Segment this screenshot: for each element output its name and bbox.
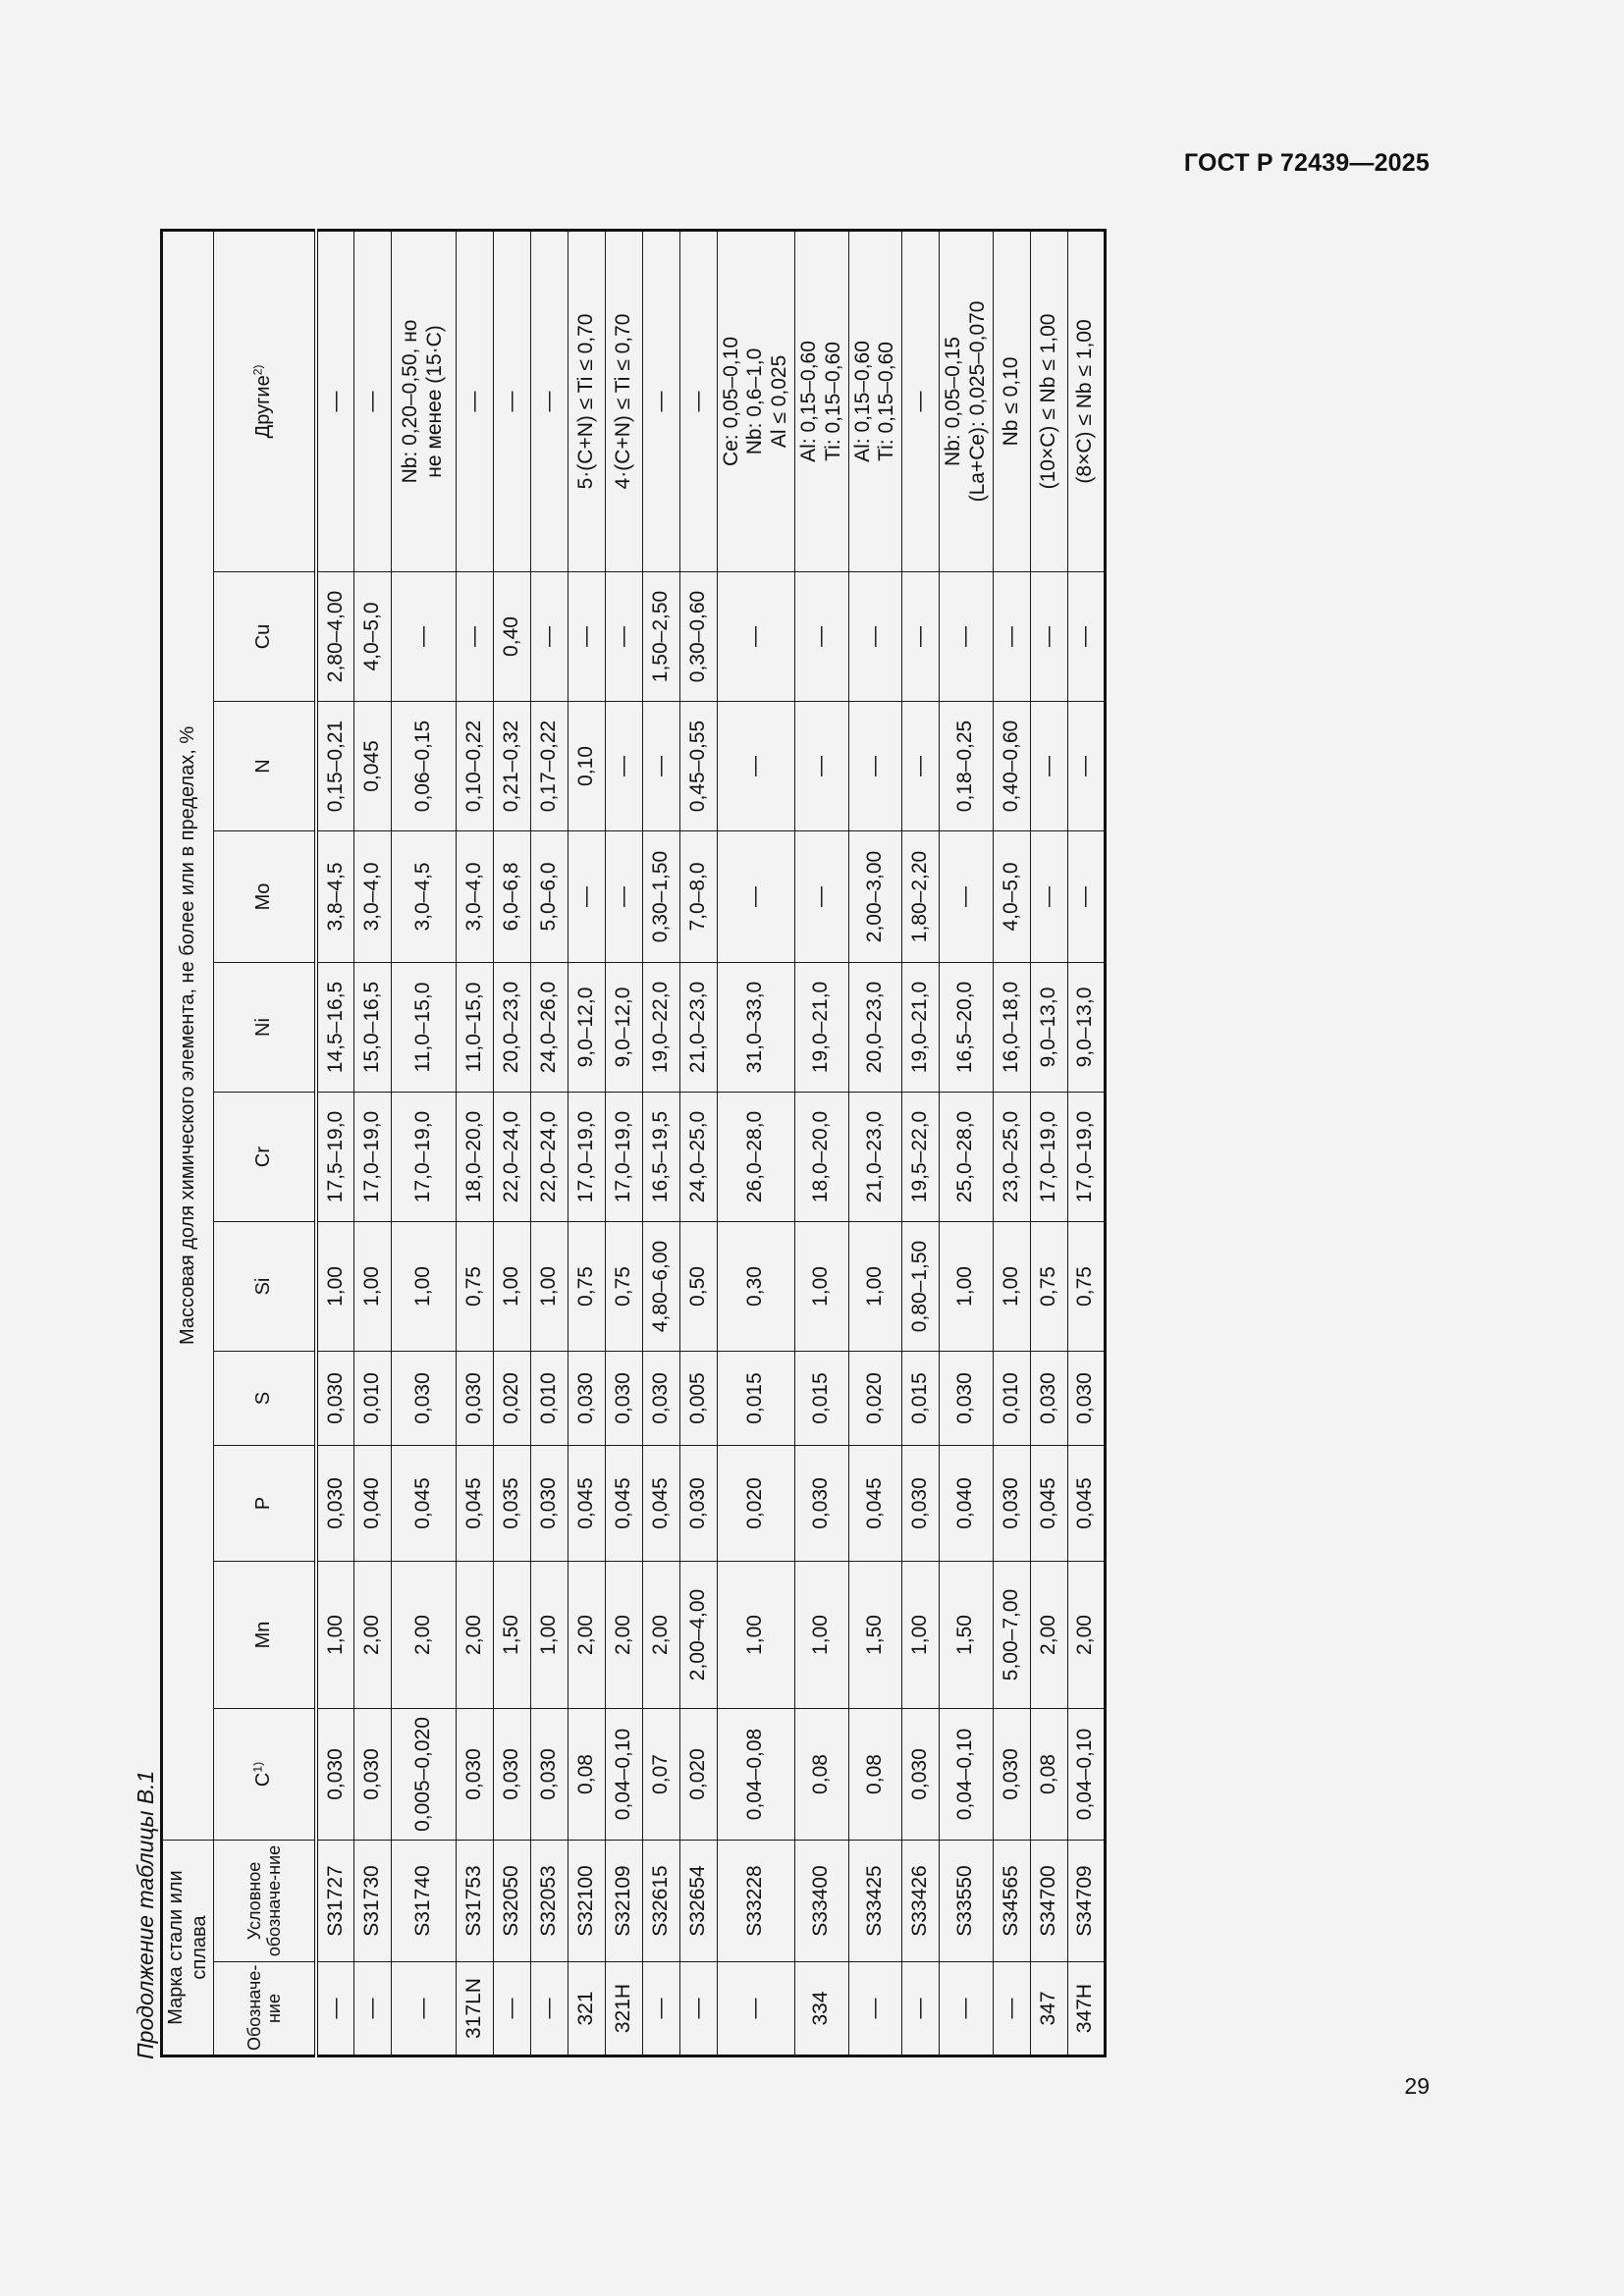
cell-cu: 0,40 [493,572,530,702]
cell-mo: 6,0–6,8 [493,831,530,963]
cell-cr: 17,0–19,0 [605,1093,642,1222]
cell-cu: — [848,572,902,702]
cell-other [1067,230,1105,571]
cell-mn: 2,00 [642,1562,679,1709]
cell-other [679,230,717,571]
col-header-mn: Mn [214,1562,317,1709]
cell-n: 0,045 [353,702,391,831]
cell-cu: — [1030,572,1067,702]
table-row [568,230,605,2056]
cell-cu: — [717,572,794,702]
cell-cr: 26,0–28,0 [717,1093,794,1222]
cell-des: — [848,1962,902,2056]
cell-p: 0,045 [456,1446,493,1562]
cell-s: 0,010 [530,1352,568,1446]
cell-uns: S32100 [568,1841,605,1962]
cell-uns: S33426 [902,1841,940,1962]
cell-des: — [391,1962,456,2056]
cell-mn: 2,00 [353,1562,391,1709]
cell-s: 0,005 [679,1352,717,1446]
cell-des: — [717,1962,794,2056]
cell-mn: 5,00–7,00 [993,1562,1030,1709]
cell-n: — [642,702,679,831]
cell-c: 0,08 [794,1709,848,1841]
cell-p: 0,035 [493,1446,530,1562]
footnote-mark-2: 2) [250,364,265,376]
table-row [456,230,493,2056]
cell-si: 4,80–6,00 [642,1222,679,1352]
cell-c: 0,08 [1030,1709,1067,1841]
cell-si: 0,75 [1067,1222,1105,1352]
cell-si: 1,00 [530,1222,568,1352]
cell-s: 0,010 [993,1352,1030,1446]
table-row [940,230,994,2056]
cell-cr: 17,0–19,0 [353,1093,391,1222]
cell-cr: 17,0–19,0 [1030,1093,1067,1222]
rotated-table-wrapper [160,232,1387,2057]
cell-n: — [794,702,848,831]
cell-s: 0,030 [456,1352,493,1446]
cell-cr: 24,0–25,0 [679,1093,717,1222]
cell-other-line: (La+Ce): 0,025–0,070 [965,300,989,503]
cell-c: 0,005–0,020 [391,1709,456,1841]
cell-des: 321 [568,1962,605,2056]
cell-c: 0,030 [353,1709,391,1841]
cell-cu: 0,30–0,60 [679,572,717,702]
table-row [605,230,642,2056]
cell-cu: 4,0–5,0 [353,572,391,702]
cell-mo: — [1030,831,1067,963]
cell-uns: S33400 [794,1841,848,1962]
cell-des: 334 [794,1962,848,2056]
cell-other-line: — [908,391,932,412]
cell-uns: S33550 [940,1841,994,1962]
cell-n: — [717,702,794,831]
cell-mo: — [794,831,848,963]
col-header-s: S [214,1352,317,1446]
cell-uns: S31727 [316,1841,353,1962]
cell-other [456,230,493,571]
cell-si: 1,00 [848,1222,902,1352]
cell-si: 1,00 [391,1222,456,1352]
cell-mo: — [1067,831,1105,963]
cell-other-line: Nb ≤ 0,10 [999,356,1022,447]
cell-des: 347 [1030,1962,1067,2056]
cell-si: 1,00 [493,1222,530,1352]
cell-s: 0,030 [940,1352,994,1446]
cell-cu: — [940,572,994,702]
cell-si: 0,75 [1030,1222,1067,1352]
cell-mo: 1,80–2,20 [902,831,940,963]
cell-des: — [530,1962,568,2056]
cell-mo: — [568,831,605,963]
cell-other [353,230,391,571]
cell-des: 317LN [456,1962,493,2056]
cell-p: 0,045 [1067,1446,1105,1562]
cell-ni: 16,5–20,0 [940,963,994,1093]
cell-n: — [605,702,642,831]
cell-uns: S31753 [456,1841,493,1962]
col-header-ni: Ni [214,963,317,1093]
cell-mn: 1,50 [940,1562,994,1709]
cell-s: 0,020 [493,1352,530,1446]
col-header-uns: Условное обозначе-ние [214,1841,317,1962]
cell-n: 0,06–0,15 [391,702,456,831]
cell-other-line: Ti: 0,15–0,60 [821,342,844,461]
cell-mo: 7,0–8,0 [679,831,717,963]
cell-n: 0,15–0,21 [316,702,353,831]
cell-other [794,230,848,571]
cell-cr: 18,0–20,0 [794,1093,848,1222]
cell-mn: 1,00 [902,1562,940,1709]
cell-cr: 17,5–19,0 [316,1093,353,1222]
cell-des: — [316,1962,353,2056]
cell-cr: 19,5–22,0 [902,1093,940,1222]
table-row [1030,230,1067,2056]
cell-si: 1,00 [794,1222,848,1352]
cell-mo: 3,0–4,0 [456,831,493,963]
cell-other-line: Al ≤ 0,025 [768,354,791,449]
cell-mn: 2,00–4,00 [679,1562,717,1709]
cell-uns: S33425 [848,1841,902,1962]
cell-uns: S32053 [530,1841,568,1962]
table-row [530,230,568,2056]
table-row [794,230,848,2056]
cell-ni: 24,0–26,0 [530,963,568,1093]
cell-mn: 1,50 [848,1562,902,1709]
cell-cu: — [456,572,493,702]
col-header-other: Другие$^{2)}$ [214,230,317,571]
cell-n: — [848,702,902,831]
cell-mn: 2,00 [568,1562,605,1709]
cell-cu: — [568,572,605,702]
cell-other-line: Ce: 0,05–0,10 [719,337,742,466]
col-header-c: $C^{1)}$ [214,1709,317,1841]
cell-c: 0,08 [568,1709,605,1841]
cell-ni: 20,0–23,0 [493,963,530,1093]
cell-ni: 9,0–13,0 [1030,963,1067,1093]
cell-ni: 20,0–23,0 [848,963,902,1093]
table-row [316,230,353,2056]
cell-ni: 19,0–21,0 [794,963,848,1093]
cell-cr: 18,0–20,0 [456,1093,493,1222]
cell-other-line: — [536,391,560,412]
cell-p: 0,030 [316,1446,353,1562]
cell-si: 0,80–1,50 [902,1222,940,1352]
cell-other-line: не менее (15·С) [423,325,447,478]
cell-si: 0,75 [456,1222,493,1352]
cell-cu: — [530,572,568,702]
col-header-si: Si [214,1222,317,1352]
table-row [353,230,391,2056]
table-row [993,230,1030,2056]
cell-p: 0,045 [642,1446,679,1562]
cell-cr: 22,0–24,0 [493,1093,530,1222]
cell-ni: 9,0–13,0 [1067,963,1105,1093]
cell-mn: 1,00 [316,1562,353,1709]
cell-p: 0,030 [530,1446,568,1562]
cell-cr: 22,0–24,0 [530,1093,568,1222]
table-row [902,230,940,2056]
cell-n: 0,10 [568,702,605,831]
cell-other-line: Nb: 0,20–0,50, но [399,319,422,484]
table-row [679,230,717,2056]
cell-other [717,230,794,571]
cell-other [568,230,605,571]
cell-s: 0,030 [391,1352,456,1446]
cell-uns: S32615 [642,1841,679,1962]
page-number: 29 [1404,2073,1430,2099]
cell-other-line: — [359,391,383,412]
cell-mo: — [605,831,642,963]
cell-other-line: Al: 0,15–0,60 [796,341,820,462]
cell-mn: 1,50 [493,1562,530,1709]
cell-ni: 14,5–16,5 [316,963,353,1093]
cell-p: 0,030 [679,1446,717,1562]
cell-si: 0,75 [568,1222,605,1352]
cell-ni: 19,0–22,0 [642,963,679,1093]
cell-c: 0,04–0,10 [940,1709,994,1841]
cell-ni: 16,0–18,0 [993,963,1030,1093]
cell-mn: 1,00 [530,1562,568,1709]
cell-si: 0,30 [717,1222,794,1352]
cell-des: — [679,1962,717,2056]
cell-cr: 23,0–25,0 [993,1093,1030,1222]
col-header-designation: Обозначе-ние [214,1962,317,2056]
cell-other-line: — [461,391,485,412]
cell-uns: S32109 [605,1841,642,1962]
cell-s: 0,030 [1067,1352,1105,1446]
cell-c: 0,07 [642,1709,679,1841]
cell-uns: S32654 [679,1841,717,1962]
cell-c: 0,030 [530,1709,568,1841]
cell-ni: 15,0–16,5 [353,963,391,1093]
cell-other [391,230,456,571]
cell-mn: 2,00 [456,1562,493,1709]
cell-des: — [353,1962,391,2056]
cell-cu: 2,80–4,00 [316,572,353,702]
table-body [316,230,1105,2056]
cell-cr: 17,0–19,0 [1067,1093,1105,1222]
cell-ni: 11,0–15,0 [456,963,493,1093]
cell-n: 0,45–0,55 [679,702,717,831]
cell-des: — [902,1962,940,2056]
table-row [493,230,530,2056]
cell-p: 0,045 [568,1446,605,1562]
cell-si: 1,00 [316,1222,353,1352]
cell-c: 0,020 [679,1709,717,1841]
table-row [391,230,456,2056]
cell-cr: 16,5–19,5 [642,1093,679,1222]
cell-c: 0,030 [493,1709,530,1841]
cell-p: 0,045 [605,1446,642,1562]
cell-mn: 2,00 [605,1562,642,1709]
cell-mn: 2,00 [391,1562,456,1709]
cell-other-line: — [648,391,672,412]
cell-uns: S31740 [391,1841,456,1962]
cell-mo: 3,0–4,5 [391,831,456,963]
cell-n: — [1030,702,1067,831]
document-header: ГОСТ Р 72439—2025 [1183,149,1430,177]
cell-uns: S34700 [1030,1841,1067,1962]
cell-cr: 21,0–23,0 [848,1093,902,1222]
cell-other [493,230,530,571]
cell-other [940,230,994,571]
cell-mn: 2,00 [1030,1562,1067,1709]
cell-p: 0,030 [902,1446,940,1562]
col-header-mo: Mo [214,831,317,963]
cell-mo: 4,0–5,0 [993,831,1030,963]
cell-n: — [1067,702,1105,831]
cell-mo: 3,8–4,5 [316,831,353,963]
cell-cu: — [993,572,1030,702]
cell-other-line: 4·(C+N) ≤ Ti ≤ 0,70 [611,313,634,490]
cell-uns: S33228 [717,1841,794,1962]
cell-other-line: — [323,391,347,412]
cell-si: 1,00 [940,1222,994,1352]
cell-si: 0,50 [679,1222,717,1352]
cell-des: — [642,1962,679,2056]
cell-cu: — [794,572,848,702]
cell-p: 0,030 [794,1446,848,1562]
cell-cu: — [605,572,642,702]
cell-s: 0,015 [902,1352,940,1446]
cell-des: — [940,1962,994,2056]
cell-ni: 11,0–15,0 [391,963,456,1093]
cell-mn: 2,00 [1067,1562,1105,1709]
cell-other-line: Al: 0,15–0,60 [850,341,874,462]
cell-other-line: (8×C) ≤ Nb ≤ 1,00 [1073,319,1097,484]
cell-des: 321H [605,1962,642,2056]
cell-mo: 3,0–4,0 [353,831,391,963]
group-header-mass-fraction: Массовая доля химического элемента, не более или в пределах, % [162,230,214,1840]
cell-mo: 0,30–1,50 [642,831,679,963]
cell-n: 0,17–0,22 [530,702,568,831]
cell-other [316,230,353,571]
table-row [1067,230,1105,2056]
cell-ni: 9,0–12,0 [605,963,642,1093]
cell-other [848,230,902,571]
cell-other [642,230,679,571]
cell-mo: — [940,831,994,963]
cell-uns: S34565 [993,1841,1030,1962]
cell-c: 0,030 [993,1709,1030,1841]
cell-n: 0,10–0,22 [456,702,493,831]
cell-cu: 1,50–2,50 [642,572,679,702]
cell-uns: S34709 [1067,1841,1105,1962]
cell-other [530,230,568,571]
cell-s: 0,015 [794,1352,848,1446]
cell-other [993,230,1030,571]
cell-other [1030,230,1067,571]
cell-si: 1,00 [993,1222,1030,1352]
cell-mo: 2,00–3,00 [848,831,902,963]
cell-c: 0,030 [456,1709,493,1841]
cell-other-line: Ti: 0,15–0,60 [875,342,898,461]
cell-other-line: (10×C) ≤ Nb ≤ 1,00 [1036,313,1059,490]
cell-cu: — [1067,572,1105,702]
cell-p: 0,020 [717,1446,794,1562]
cell-other [605,230,642,571]
cell-ni: 9,0–12,0 [568,963,605,1093]
cell-cu: — [902,572,940,702]
col-header-cu: Cu [214,572,317,702]
col-header-cr: Cr [214,1093,317,1222]
cell-mo: 5,0–6,0 [530,831,568,963]
cell-other-line: Nb: 0,05–0,15 [942,337,965,466]
cell-si: 0,75 [605,1222,642,1352]
cell-n: 0,18–0,25 [940,702,994,831]
cell-cr: 17,0–19,0 [391,1093,456,1222]
cell-c: 0,04–0,10 [605,1709,642,1841]
cell-c: 0,030 [316,1709,353,1841]
cell-n: 0,40–0,60 [993,702,1030,831]
cell-mn: 1,00 [717,1562,794,1709]
cell-s: 0,010 [353,1352,391,1446]
table-caption: Продолжение таблицы В.1 [133,1770,158,2059]
cell-other [902,230,940,571]
cell-cr: 17,0–19,0 [568,1093,605,1222]
cell-des: — [993,1962,1030,2056]
cell-other-line: — [499,391,522,412]
cell-ni: 19,0–21,0 [902,963,940,1093]
cell-uns: S31730 [353,1841,391,1962]
cell-n: — [902,702,940,831]
cell-n: 0,21–0,32 [493,702,530,831]
footnote-mark-1: 1) [250,1761,265,1773]
cell-s: 0,030 [568,1352,605,1446]
cell-cr: 25,0–28,0 [940,1093,994,1222]
table-row [717,230,794,2056]
cell-s: 0,030 [642,1352,679,1446]
cell-des: 347H [1067,1962,1105,2056]
cell-p: 0,040 [940,1446,994,1562]
cell-cu: — [391,572,456,702]
cell-other-line: Nb: 0,6–1,0 [743,347,767,455]
cell-other-line: 5·(C+N) ≤ Ti ≤ 0,70 [573,313,597,490]
cell-c: 0,08 [848,1709,902,1841]
cell-mo: — [717,831,794,963]
cell-p: 0,040 [353,1446,391,1562]
cell-other-line: — [685,391,709,412]
col-header-n: N [214,702,317,831]
cell-s: 0,030 [316,1352,353,1446]
cell-p: 0,030 [993,1446,1030,1562]
cell-si: 1,00 [353,1222,391,1352]
cell-c: 0,030 [902,1709,940,1841]
cell-s: 0,015 [717,1352,794,1446]
table-row [642,230,679,2056]
cell-des: — [493,1962,530,2056]
cell-uns: S32050 [493,1841,530,1962]
cell-p: 0,045 [391,1446,456,1562]
col-header-p: P [214,1446,317,1562]
cell-s: 0,030 [605,1352,642,1446]
table-row [848,230,902,2056]
cell-c: 0,04–0,08 [717,1709,794,1841]
cell-s: 0,020 [848,1352,902,1446]
cell-s: 0,030 [1030,1352,1067,1446]
cell-c: 0,04–0,10 [1067,1709,1105,1841]
cell-mn: 1,00 [794,1562,848,1709]
composition-table [160,229,1107,2057]
cell-p: 0,045 [848,1446,902,1562]
cell-ni: 31,0–33,0 [717,963,794,1093]
cell-p: 0,045 [1030,1446,1067,1562]
cell-ni: 21,0–23,0 [679,963,717,1093]
group-header-grade: Марка стали или сплава [162,1841,214,2056]
